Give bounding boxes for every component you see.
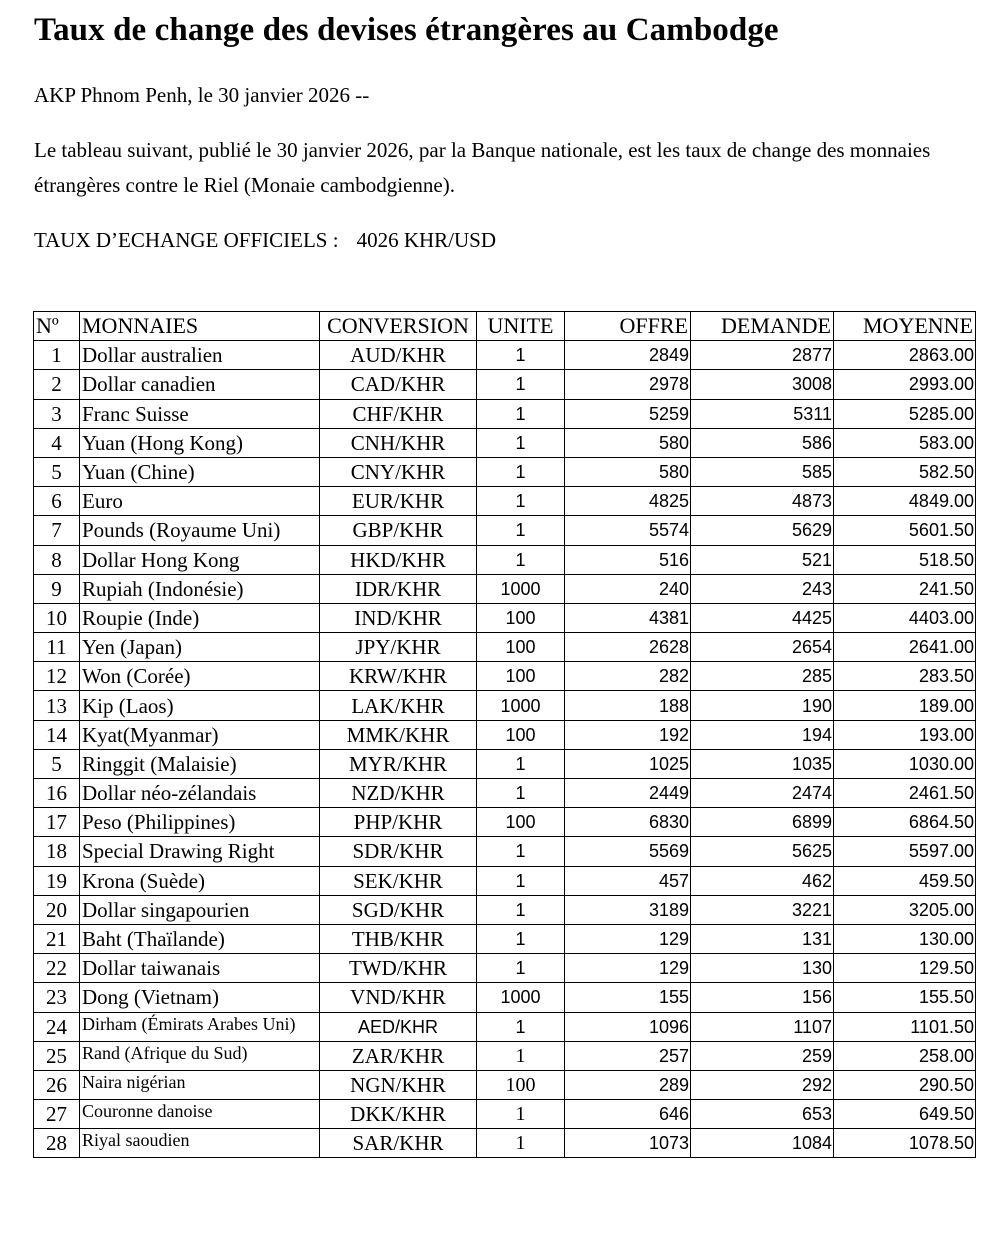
table-row [34, 954, 976, 983]
demand-rate: 130 [691, 954, 834, 983]
dateline: AKP Phnom Penh, le 30 janvier 2026 -- [34, 83, 370, 107]
currency-name: Naira nigérian [80, 1070, 320, 1099]
average-rate: 649.50 [834, 1100, 976, 1129]
currency-name: Yen (Japan) [80, 633, 320, 662]
table-row [34, 603, 976, 632]
conversion-pair: PHP/KHR [320, 808, 477, 837]
row-number: 21 [34, 924, 80, 953]
average-rate: 130.00 [834, 924, 976, 953]
unit: 1000 [477, 983, 565, 1012]
demand-rate: 5625 [691, 837, 834, 866]
table-row [34, 895, 976, 924]
unit: 1 [477, 837, 565, 866]
unit: 1 [477, 516, 565, 545]
demand-rate: 5311 [691, 399, 834, 428]
average-rate: 5597.00 [834, 837, 976, 866]
conversion-pair: DKK/KHR [320, 1100, 477, 1129]
offer-rate: 192 [565, 720, 691, 749]
row-number: 7 [34, 516, 80, 545]
average-rate: 6864.50 [834, 808, 976, 837]
offer-rate: 188 [565, 691, 691, 720]
row-number: 25 [34, 1041, 80, 1070]
unit: 1 [477, 924, 565, 953]
unit: 1 [477, 866, 565, 895]
average-rate: 459.50 [834, 866, 976, 895]
average-rate: 1030.00 [834, 749, 976, 778]
conversion-pair: CAD/KHR [320, 370, 477, 399]
conversion-pair: NZD/KHR [320, 779, 477, 808]
offer-rate: 257 [565, 1041, 691, 1070]
average-rate: 1078.50 [834, 1129, 976, 1158]
row-number: 1 [34, 341, 80, 370]
offer-rate: 457 [565, 866, 691, 895]
conversion-pair: SAR/KHR [320, 1129, 477, 1158]
currency-name: Krona (Suède) [80, 866, 320, 895]
header-unit: UNITE [477, 312, 565, 341]
currency-name: Roupie (Inde) [80, 603, 320, 632]
currency-name: Baht (Thaïlande) [80, 924, 320, 953]
demand-rate: 131 [691, 924, 834, 953]
average-rate: 5285.00 [834, 399, 976, 428]
unit: 1 [477, 749, 565, 778]
currency-name: Kip (Laos) [80, 691, 320, 720]
currency-name: Dong (Vietnam) [80, 983, 320, 1012]
table-row [34, 866, 976, 895]
table-row [34, 1129, 976, 1158]
demand-rate: 194 [691, 720, 834, 749]
demand-rate: 1035 [691, 749, 834, 778]
average-rate: 3205.00 [834, 895, 976, 924]
row-number: 3 [34, 399, 80, 428]
currency-name: Couronne danoise [80, 1100, 320, 1129]
currency-name: Won (Corée) [80, 662, 320, 691]
table-row [34, 983, 976, 1012]
offer-rate: 240 [565, 574, 691, 603]
offer-rate: 5259 [565, 399, 691, 428]
conversion-pair: KRW/KHR [320, 662, 477, 691]
row-number: 20 [34, 895, 80, 924]
row-number: 19 [34, 866, 80, 895]
average-rate: 155.50 [834, 983, 976, 1012]
offer-rate: 4381 [565, 603, 691, 632]
row-number: 5 [34, 457, 80, 486]
demand-rate: 1107 [691, 1012, 834, 1041]
conversion-pair: VND/KHR [320, 983, 477, 1012]
row-number: 23 [34, 983, 80, 1012]
average-rate: 2863.00 [834, 341, 976, 370]
demand-rate: 521 [691, 545, 834, 574]
currency-name: Rupiah (Indonésie) [80, 574, 320, 603]
average-rate: 241.50 [834, 574, 976, 603]
row-number: 11 [34, 633, 80, 662]
row-number: 6 [34, 487, 80, 516]
offer-rate: 6830 [565, 808, 691, 837]
average-rate: 582.50 [834, 457, 976, 486]
row-number: 9 [34, 574, 80, 603]
currency-name: Dollar néo-zélandais [80, 779, 320, 808]
currency-name: Rand (Afrique du Sud) [80, 1041, 320, 1070]
currency-name: Dirham (Émirats Arabes Uni) [80, 1012, 320, 1041]
unit: 1 [477, 1041, 565, 1070]
conversion-pair: MMK/KHR [320, 720, 477, 749]
header-currency: MONNAIES [80, 312, 320, 341]
unit: 1 [477, 399, 565, 428]
table-row [34, 516, 976, 545]
header-offer: OFFRE [565, 312, 691, 341]
unit: 100 [477, 720, 565, 749]
unit: 100 [477, 633, 565, 662]
table-row [34, 428, 976, 457]
unit: 100 [477, 1070, 565, 1099]
unit: 1 [477, 428, 565, 457]
table-row [34, 545, 976, 574]
average-rate: 4849.00 [834, 487, 976, 516]
currency-name: Riyal saoudien [80, 1129, 320, 1158]
offer-rate: 289 [565, 1070, 691, 1099]
currency-name: Ringgit (Malaisie) [80, 749, 320, 778]
intro-paragraph: Le tableau suivant, publié le 30 janvier 2026, par la Banque nationale, est les taux de change des monnaies étrangères contre le Riel (Monaie cambodgienne). [34, 138, 931, 197]
demand-rate: 653 [691, 1100, 834, 1129]
demand-rate: 2474 [691, 779, 834, 808]
unit: 1 [477, 1129, 565, 1158]
header-number: Nº [34, 312, 80, 341]
currency-name: Euro [80, 487, 320, 516]
demand-rate: 3221 [691, 895, 834, 924]
unit: 1 [477, 1100, 565, 1129]
unit: 1 [477, 545, 565, 574]
currency-name: Special Drawing Right [80, 837, 320, 866]
average-rate: 5601.50 [834, 516, 976, 545]
conversion-pair: GBP/KHR [320, 516, 477, 545]
table-row [34, 341, 976, 370]
table-row [34, 1100, 976, 1129]
offer-rate: 1073 [565, 1129, 691, 1158]
offer-rate: 580 [565, 428, 691, 457]
table-row [34, 808, 976, 837]
conversion-pair: HKD/KHR [320, 545, 477, 574]
demand-rate: 586 [691, 428, 834, 457]
offer-rate: 1096 [565, 1012, 691, 1041]
row-number: 13 [34, 691, 80, 720]
table-row [34, 370, 976, 399]
table-row [34, 779, 976, 808]
conversion-pair: AED/KHR [320, 1012, 477, 1041]
currency-name: Dollar taiwanais [80, 954, 320, 983]
unit: 100 [477, 603, 565, 632]
table-row [34, 837, 976, 866]
demand-rate: 5629 [691, 516, 834, 545]
offer-rate: 516 [565, 545, 691, 574]
currency-name: Yuan (Chine) [80, 457, 320, 486]
conversion-pair: IDR/KHR [320, 574, 477, 603]
row-number: 8 [34, 545, 80, 574]
row-number: 14 [34, 720, 80, 749]
exchange-rate-table [33, 311, 976, 1158]
table-header-row [34, 312, 976, 341]
offer-rate: 5574 [565, 516, 691, 545]
unit: 1 [477, 954, 565, 983]
row-number: 16 [34, 779, 80, 808]
average-rate: 2461.50 [834, 779, 976, 808]
demand-rate: 156 [691, 983, 834, 1012]
conversion-pair: JPY/KHR [320, 633, 477, 662]
official-rate [34, 228, 496, 253]
offer-rate: 2628 [565, 633, 691, 662]
demand-rate: 243 [691, 574, 834, 603]
currency-name: Dollar australien [80, 341, 320, 370]
conversion-pair: SDR/KHR [320, 837, 477, 866]
currency-name: Dollar singapourien [80, 895, 320, 924]
header-demand: DEMANDE [691, 312, 834, 341]
row-number: 22 [34, 954, 80, 983]
average-rate: 1101.50 [834, 1012, 976, 1041]
table-row [34, 662, 976, 691]
table-row [34, 457, 976, 486]
row-number: 4 [34, 428, 80, 457]
currency-name: Pounds (Royaume Uni) [80, 516, 320, 545]
offer-rate: 2849 [565, 341, 691, 370]
conversion-pair: THB/KHR [320, 924, 477, 953]
average-rate: 258.00 [834, 1041, 976, 1070]
table-row [34, 924, 976, 953]
unit: 1 [477, 1012, 565, 1041]
row-number: 27 [34, 1100, 80, 1129]
currency-name: Dollar Hong Kong [80, 545, 320, 574]
demand-rate: 4425 [691, 603, 834, 632]
conversion-pair: CNY/KHR [320, 457, 477, 486]
official-rate-label: TAUX D’ECHANGE OFFICIELS : [34, 228, 339, 252]
unit: 1000 [477, 691, 565, 720]
demand-rate: 292 [691, 1070, 834, 1099]
demand-rate: 190 [691, 691, 834, 720]
unit: 100 [477, 808, 565, 837]
header-conversion: CONVERSION [320, 312, 477, 341]
average-rate: 283.50 [834, 662, 976, 691]
table-row [34, 1041, 976, 1070]
offer-rate: 5569 [565, 837, 691, 866]
demand-rate: 4873 [691, 487, 834, 516]
demand-rate: 2654 [691, 633, 834, 662]
offer-rate: 646 [565, 1100, 691, 1129]
unit: 1000 [477, 574, 565, 603]
offer-rate: 282 [565, 662, 691, 691]
unit: 1 [477, 457, 565, 486]
currency-name: Dollar canadien [80, 370, 320, 399]
row-number: 18 [34, 837, 80, 866]
conversion-pair: TWD/KHR [320, 954, 477, 983]
offer-rate: 1025 [565, 749, 691, 778]
table-row [34, 1012, 976, 1041]
header-average: MOYENNE [834, 312, 976, 341]
conversion-pair: CNH/KHR [320, 428, 477, 457]
offer-rate: 4825 [565, 487, 691, 516]
page-title: Taux de change des devises étrangères au Cambodge [34, 12, 779, 48]
row-number: 17 [34, 808, 80, 837]
demand-rate: 259 [691, 1041, 834, 1070]
offer-rate: 3189 [565, 895, 691, 924]
average-rate: 518.50 [834, 545, 976, 574]
offer-rate: 129 [565, 924, 691, 953]
row-number: 10 [34, 603, 80, 632]
demand-rate: 2877 [691, 341, 834, 370]
demand-rate: 585 [691, 457, 834, 486]
offer-rate: 155 [565, 983, 691, 1012]
currency-name: Franc Suisse [80, 399, 320, 428]
conversion-pair: EUR/KHR [320, 487, 477, 516]
average-rate: 290.50 [834, 1070, 976, 1099]
table-row [34, 749, 976, 778]
conversion-pair: CHF/KHR [320, 399, 477, 428]
official-rate-value: 4026 KHR/USD [356, 228, 496, 252]
conversion-pair: IND/KHR [320, 603, 477, 632]
average-rate: 193.00 [834, 720, 976, 749]
row-number: 5 [34, 749, 80, 778]
currency-name: Kyat(Myanmar) [80, 720, 320, 749]
row-number: 12 [34, 662, 80, 691]
average-rate: 2641.00 [834, 633, 976, 662]
conversion-pair: SGD/KHR [320, 895, 477, 924]
demand-rate: 6899 [691, 808, 834, 837]
unit: 1 [477, 895, 565, 924]
demand-rate: 462 [691, 866, 834, 895]
conversion-pair: LAK/KHR [320, 691, 477, 720]
unit: 1 [477, 487, 565, 516]
unit: 1 [477, 779, 565, 808]
average-rate: 583.00 [834, 428, 976, 457]
unit: 100 [477, 662, 565, 691]
unit: 1 [477, 370, 565, 399]
offer-rate: 2978 [565, 370, 691, 399]
table-row [34, 691, 976, 720]
conversion-pair: AUD/KHR [320, 341, 477, 370]
table-row [34, 574, 976, 603]
unit: 1 [477, 341, 565, 370]
demand-rate: 3008 [691, 370, 834, 399]
conversion-pair: SEK/KHR [320, 866, 477, 895]
table-row [34, 633, 976, 662]
offer-rate: 580 [565, 457, 691, 486]
average-rate: 4403.00 [834, 603, 976, 632]
demand-rate: 1084 [691, 1129, 834, 1158]
table-row [34, 399, 976, 428]
currency-name: Yuan (Hong Kong) [80, 428, 320, 457]
row-number: 26 [34, 1070, 80, 1099]
conversion-pair: NGN/KHR [320, 1070, 477, 1099]
demand-rate: 285 [691, 662, 834, 691]
average-rate: 189.00 [834, 691, 976, 720]
average-rate: 2993.00 [834, 370, 976, 399]
offer-rate: 2449 [565, 779, 691, 808]
currency-name: Peso (Philippines) [80, 808, 320, 837]
row-number: 2 [34, 370, 80, 399]
conversion-pair: MYR/KHR [320, 749, 477, 778]
table-body [34, 341, 976, 1158]
table-row [34, 720, 976, 749]
conversion-pair: ZAR/KHR [320, 1041, 477, 1070]
average-rate: 129.50 [834, 954, 976, 983]
row-number: 24 [34, 1012, 80, 1041]
table-row [34, 487, 976, 516]
table-row [34, 1070, 976, 1099]
offer-rate: 129 [565, 954, 691, 983]
row-number: 28 [34, 1129, 80, 1158]
